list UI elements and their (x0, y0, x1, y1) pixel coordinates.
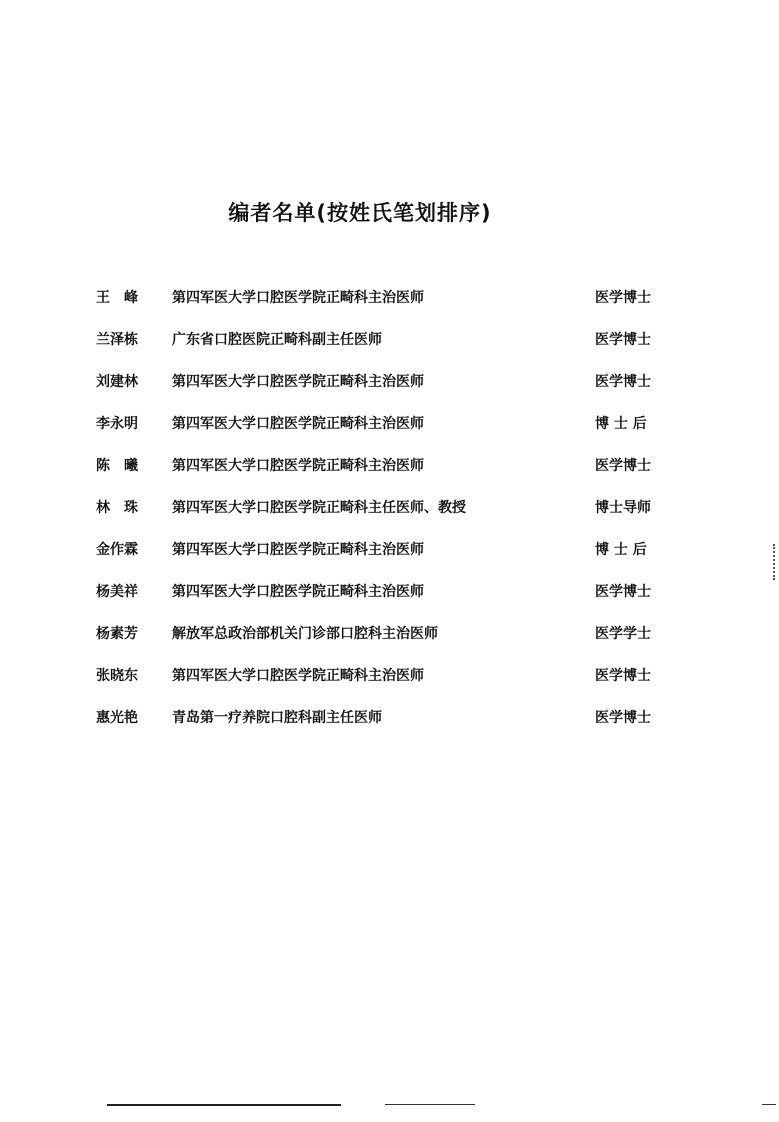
editor-affiliation: 第四军医大学口腔医学院正畸科主治医师 (172, 374, 424, 390)
editor-degree: 博 士 后 (595, 416, 647, 432)
editor-row (96, 665, 676, 707)
editor-row (96, 455, 676, 497)
editor-affiliation: 解放军总政治部机关门诊部口腔科主治医师 (172, 626, 438, 642)
editor-affiliation: 第四军医大学口腔医学院正畸科主任医师、教授 (172, 500, 466, 516)
editor-row (96, 707, 676, 749)
editor-row (96, 287, 676, 329)
editor-affiliation: 青岛第一疗养院口腔科副主任医师 (172, 710, 382, 726)
editor-name: 林 珠 (96, 500, 138, 516)
editor-row (96, 329, 676, 371)
scan-edge-mark (773, 544, 778, 580)
editor-name: 王 峰 (96, 290, 138, 306)
bottom-rule (107, 1104, 341, 1106)
editor-name: 陈 曦 (96, 458, 138, 474)
editor-affiliation: 第四军医大学口腔医学院正畸科主治医师 (172, 416, 424, 432)
editor-row (96, 581, 676, 623)
editor-degree: 医学博士 (595, 332, 651, 348)
editor-name: 刘建林 (96, 374, 138, 390)
editor-degree: 医学博士 (595, 710, 651, 726)
editor-row (96, 371, 676, 413)
editor-name: 金作霖 (96, 542, 138, 558)
editor-name: 惠光艳 (96, 710, 138, 726)
editor-degree: 医学学士 (595, 626, 651, 642)
editor-row (96, 413, 676, 455)
editor-degree: 博士导师 (595, 500, 651, 516)
editor-name: 张晓东 (96, 668, 138, 684)
editor-affiliation: 第四军医大学口腔医学院正畸科主治医师 (172, 458, 424, 474)
editor-name: 李永明 (96, 416, 138, 432)
editor-affiliation: 第四军医大学口腔医学院正畸科主治医师 (172, 542, 424, 558)
editor-row (96, 497, 676, 539)
editor-affiliation: 第四军医大学口腔医学院正畸科主治医师 (172, 290, 424, 306)
editor-degree: 医学博士 (595, 668, 651, 684)
editor-degree: 医学博士 (595, 290, 651, 306)
editor-affiliation: 广东省口腔医院正畸科副主任医师 (172, 332, 382, 348)
editor-row (96, 623, 676, 665)
editor-name: 杨美祥 (96, 584, 138, 600)
editor-affiliation: 第四军医大学口腔医学院正畸科主治医师 (172, 668, 424, 684)
editor-affiliation: 第四军医大学口腔医学院正畸科主治医师 (172, 584, 424, 600)
editor-degree: 医学博士 (595, 584, 651, 600)
editor-roster (96, 287, 676, 749)
bottom-rule (385, 1104, 475, 1105)
editor-row (96, 539, 676, 581)
editor-degree: 医学博士 (595, 374, 651, 390)
editor-degree: 博 士 后 (595, 542, 647, 558)
page-title: 编者名单(按姓氏笔划排序) (228, 201, 492, 225)
editor-name: 兰泽栋 (96, 332, 138, 348)
editor-degree: 医学博士 (595, 458, 651, 474)
editor-name: 杨素芳 (96, 626, 138, 642)
bottom-rule (762, 1104, 776, 1105)
